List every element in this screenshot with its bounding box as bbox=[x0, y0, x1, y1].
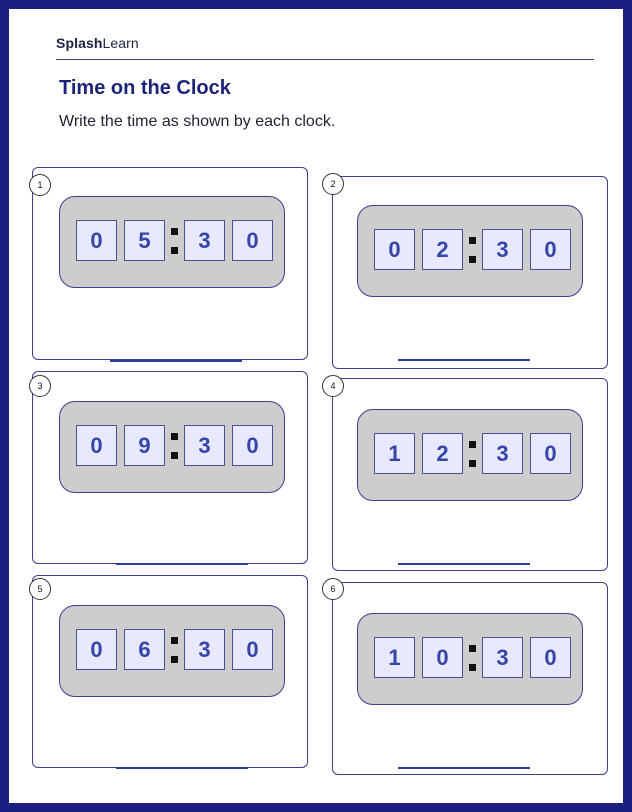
brand-logo bbox=[56, 35, 139, 51]
clock-colon bbox=[170, 429, 179, 463]
clock-colon bbox=[170, 224, 179, 258]
answer-line[interactable] bbox=[398, 767, 530, 769]
problem-card-1 bbox=[32, 167, 308, 360]
brand-logo-bold: Splash bbox=[56, 35, 103, 51]
clock-digit-minute-ones: 0 bbox=[530, 637, 571, 678]
clock-digit-minute-tens: 3 bbox=[184, 629, 225, 670]
clock-digit-hour-tens: 0 bbox=[76, 425, 117, 466]
clock-digit-hour-ones: 6 bbox=[124, 629, 165, 670]
problem-number-badge: 5 bbox=[29, 578, 51, 600]
header-divider bbox=[56, 59, 594, 60]
brand-logo-rest: Learn bbox=[102, 35, 139, 51]
digital-clock bbox=[357, 613, 583, 705]
clock-digit-hour-tens: 0 bbox=[374, 229, 415, 270]
clock-digit-minute-tens: 3 bbox=[184, 220, 225, 261]
problem-number-badge: 4 bbox=[322, 375, 344, 397]
problem-card-6 bbox=[332, 582, 608, 775]
digital-clock bbox=[357, 205, 583, 297]
clock-digit-minute-tens: 3 bbox=[482, 637, 523, 678]
problem-number-badge: 2 bbox=[322, 173, 344, 195]
digital-clock bbox=[59, 196, 285, 288]
problem-number-badge: 6 bbox=[322, 578, 344, 600]
clock-digit-hour-ones: 9 bbox=[124, 425, 165, 466]
clock-digit-hour-tens: 0 bbox=[76, 220, 117, 261]
answer-line[interactable] bbox=[110, 360, 242, 362]
clock-digit-minute-ones: 0 bbox=[530, 229, 571, 270]
answer-line[interactable] bbox=[398, 563, 530, 565]
clock-digit-hour-ones: 0 bbox=[422, 637, 463, 678]
page-title: Time on the Clock bbox=[59, 77, 231, 99]
clock-digit-hour-ones: 2 bbox=[422, 229, 463, 270]
clock-digit-minute-ones: 0 bbox=[232, 220, 273, 261]
clock-digit-minute-ones: 0 bbox=[232, 629, 273, 670]
clock-digit-minute-tens: 3 bbox=[184, 425, 225, 466]
problem-number-badge: 3 bbox=[29, 375, 51, 397]
clock-colon bbox=[468, 641, 477, 675]
clock-digit-minute-tens: 3 bbox=[482, 433, 523, 474]
clock-digit-minute-ones: 0 bbox=[232, 425, 273, 466]
clock-colon bbox=[468, 233, 477, 267]
clock-digit-hour-ones: 2 bbox=[422, 433, 463, 474]
clock-digit-hour-tens: 0 bbox=[76, 629, 117, 670]
answer-line[interactable] bbox=[116, 563, 248, 565]
digital-clock bbox=[59, 605, 285, 697]
instructions: Write the time as shown by each clock. bbox=[59, 113, 336, 130]
clock-digit-hour-tens: 1 bbox=[374, 433, 415, 474]
problem-card-4 bbox=[332, 378, 608, 571]
clock-digit-hour-ones: 5 bbox=[124, 220, 165, 261]
clock-colon bbox=[468, 437, 477, 471]
digital-clock bbox=[357, 409, 583, 501]
problem-number-badge: 1 bbox=[29, 174, 51, 196]
clock-digit-hour-tens: 1 bbox=[374, 637, 415, 678]
digital-clock bbox=[59, 401, 285, 493]
problem-card-5 bbox=[32, 575, 308, 768]
clock-colon bbox=[170, 633, 179, 667]
clock-digit-minute-tens: 3 bbox=[482, 229, 523, 270]
problem-card-3 bbox=[32, 371, 308, 564]
problem-card-2 bbox=[332, 176, 608, 369]
clock-digit-minute-ones: 0 bbox=[530, 433, 571, 474]
answer-line[interactable] bbox=[116, 767, 248, 769]
answer-line[interactable] bbox=[398, 359, 530, 361]
